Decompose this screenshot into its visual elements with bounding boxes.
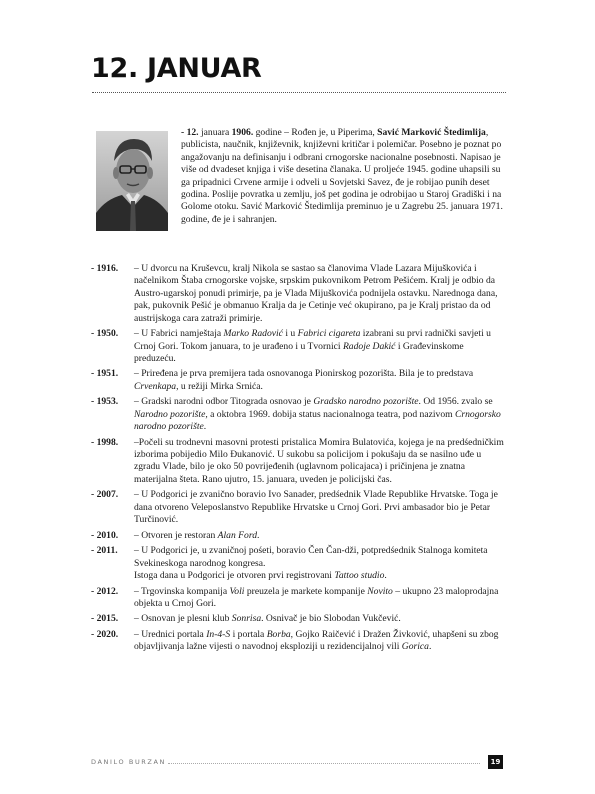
entry-italic-term: Fabrici cigareta: [297, 328, 361, 340]
entry-text-segment: .: [384, 570, 387, 581]
entry-text-segment: – Urednici portala: [134, 628, 207, 640]
entry-text: [134, 437, 505, 487]
footer-dotted-rule: [168, 763, 480, 764]
entry-text-segment: izabrani su prvi radnički savjeti u Crnoj Gori. Tokom januara, to je urađeno i u Tvornici: [134, 328, 491, 352]
entry-text: [134, 263, 505, 325]
entry-italic-term: Crnogorsko narodno pozorište: [134, 408, 501, 433]
entry-year: - 2015.: [91, 613, 119, 625]
entry-text-segment: , Gojko Raičević i Dražen Živković, uhapšeni su zbog objavljivanja lažne vijesti o navodnoj eksploziji u rezidencijalnoj vili: [134, 628, 499, 653]
intro-date-prefix: - 12.: [181, 127, 199, 138]
entry-italic-term: Sonrisa: [231, 613, 262, 625]
entry-year: - 2007.: [91, 489, 119, 501]
entry-text-segment: , u režiji Mirka Srnića.: [176, 380, 263, 392]
entry-italic-term: Gradsko narodno pozorište: [313, 396, 419, 408]
entry-text: [134, 613, 505, 625]
entry-year: - 2020.: [91, 628, 119, 640]
entry-text-segment: i Građevinskome preduzeću.: [134, 340, 464, 364]
entry-year: - 1998.: [91, 436, 119, 448]
entry-italic-term: Radoje Dakić: [342, 340, 396, 352]
entry-text: [134, 489, 505, 526]
intro-date-month: januara: [198, 127, 232, 138]
timeline-entries: [91, 263, 505, 657]
entry-text-segment: .: [257, 529, 260, 541]
entry-text-segment: i u: [282, 328, 298, 340]
entry-text-segment: Istoga dana u Podgorici je otvoren prvi registrovani: [134, 570, 335, 581]
entry-italic-term: Borba: [266, 628, 291, 640]
entry-year: - 1953.: [91, 396, 119, 408]
entry-text-segment: –Počeli su trodnevni masovni protesti pristalica Momira Bulatovića, kojega je na predśedničkim izborima pobijedio Milo Đukanović. U sukobu sa policijom i pokušaju da se nasilno uđe u zgradu Vlade, bilo je oko 50 povrijeđenih (uglavnom policajaca) i pričinjena je znatna materijalna šteta. Rano ujutro, 15. januara, uveden je policijski čas.: [134, 436, 504, 485]
intro-text-part-1: godine – Rođen je, u Piperima,: [253, 127, 378, 138]
entry-text-segment: , a oktobra 1969. dobija status nacionalnoga teatra, pod nazivom: [205, 408, 455, 420]
intro-year: 1906.: [231, 127, 254, 138]
timeline-entry: [91, 586, 505, 611]
entry-italic-term: Voli: [229, 585, 245, 597]
entry-text-segment: – Osnovan je plesni klub: [134, 613, 232, 625]
entry-text-segment: – U Podgorici je, u zvaničnoj pośeti, boravio Čen Čan-dži, potpredśednik Stalnoga komiteta Svekineskoga narodnog kongresa.: [134, 545, 488, 569]
entry-italic-term: Crvenkapa: [134, 380, 177, 392]
timeline-entry: [91, 545, 505, 582]
entry-text: [134, 328, 505, 365]
entry-italic-term: Novito: [367, 585, 393, 597]
entry-text-segment: – Priređena je prva premijera tada osnovanoga Pionirskog pozorišta. Bila je to predstava: [134, 368, 474, 380]
entry-italic-term: Tattoo studio: [334, 570, 385, 581]
entry-italic-term: In-4-S: [206, 628, 231, 640]
entry-text-segment: – Gradski narodni odbor Titograda osnovao je: [134, 396, 314, 408]
timeline-entry: [91, 437, 505, 487]
entry-text-segment: . Osnivač je bio Slobodan Vukčević.: [261, 613, 401, 625]
entry-text: [134, 629, 505, 654]
entry-text: [134, 530, 505, 542]
entry-text-segment: .: [428, 641, 432, 653]
entry-italic-term: Alan Ford: [217, 529, 258, 541]
entry-italic-term: Narodno pozorište: [134, 408, 206, 420]
timeline-entry: [91, 368, 505, 393]
entry-text: [134, 545, 505, 582]
timeline-entry: [91, 530, 505, 542]
intro-text-part-2: , publicista, naučnik, književnik, književni kritičar i polemičar. Posebno je poznat po angažovanju na definisanju i odbrani crnogorske nacionalne posebnosti. Napisao je više od dvadeset knjiga i više desetina članaka. U proljeće 1945. godine uhapsili su ga pripadnici Crvene armije i odveli u Sovjetski Savez, đe je robijao punih deset godina. Poslije povratka u zemlju, još pet godina je odrobijao u Staroj Gradiški i na Golome otoku. Savić Marković Štedimlija preminuo je u Zagrebu 25. januara 1971. godine, đe je i sahranjen.: [181, 127, 503, 225]
page-number: 19: [488, 755, 503, 769]
entry-text-segment: – U Fabrici namještaja: [134, 328, 224, 340]
entry-year: - 2012.: [91, 585, 119, 597]
entry-text: [134, 368, 505, 393]
entry-text: [134, 396, 505, 433]
entry-italic-term: Marko Radović: [223, 328, 283, 340]
entry-text-segment: . Od 1956. zvalo se: [418, 396, 493, 408]
intro-person-name: Savić Marković Štedimlija: [377, 127, 486, 138]
timeline-entry: [91, 263, 505, 325]
entry-text-segment: i portala: [230, 628, 267, 640]
timeline-entry: [91, 489, 505, 526]
entry-text-segment: – ukupno 23 maloprodajna objekta u Crnoj Gori.: [134, 585, 499, 609]
footer-author: DANILO BURZAN: [91, 758, 166, 766]
intro-paragraph: [181, 127, 503, 226]
entry-year: - 1951.: [91, 368, 119, 380]
timeline-entry: [91, 328, 505, 365]
title-dotted-rule: [92, 92, 506, 93]
entry-year: - 2010.: [91, 529, 119, 541]
entry-italic-term: Gorica: [401, 641, 429, 653]
entry-text-segment: – U dvorcu na Kruševcu, kralj Nikola se sastao sa članovima Vlade Lazara Mijuškovića i načelnikom Štaba crnogorske vojske, srpskim pukovnikom Petrom Pešićem. Kralj je odbio da Austro-ugarskoj ponudi primirje, pa je Vlada Mijuškovića podnijela ostavku. Narednoga dana, pak, pukovnik Pešić je obmanuo Kralja da je Cetinje već okupirano, pa je Kralj pristao da od austrijskoga cara zatraži primirje.: [134, 263, 498, 324]
entry-text-segment: – Trgovinska kompanija: [134, 585, 230, 597]
timeline-entry: [91, 629, 505, 654]
timeline-entry: [91, 396, 505, 433]
portrait-photo: [96, 131, 168, 231]
entry-text: [134, 586, 505, 611]
entry-text-segment: – U Podgorici je zvanično boravio Ivo Sanader, predśednik Vlade Republike Hrvatske. Toga je dana otvoreno Veleposlanstvo Republike Hrvatske u Crnoj Gori. Prvi ambasador bio je Petar Turčinović.: [134, 489, 498, 526]
timeline-entry: [91, 613, 505, 625]
page-title: 12. JANUAR: [91, 53, 262, 84]
entry-text-segment: – Otvoren je restoran: [134, 529, 218, 541]
entry-year: - 1916.: [91, 263, 119, 274]
entry-year: - 2011.: [91, 545, 118, 557]
entry-year: - 1950.: [91, 328, 119, 340]
entry-text-segment: .: [203, 421, 207, 433]
entry-text-segment: preuzela je markete kompanije: [244, 585, 368, 597]
